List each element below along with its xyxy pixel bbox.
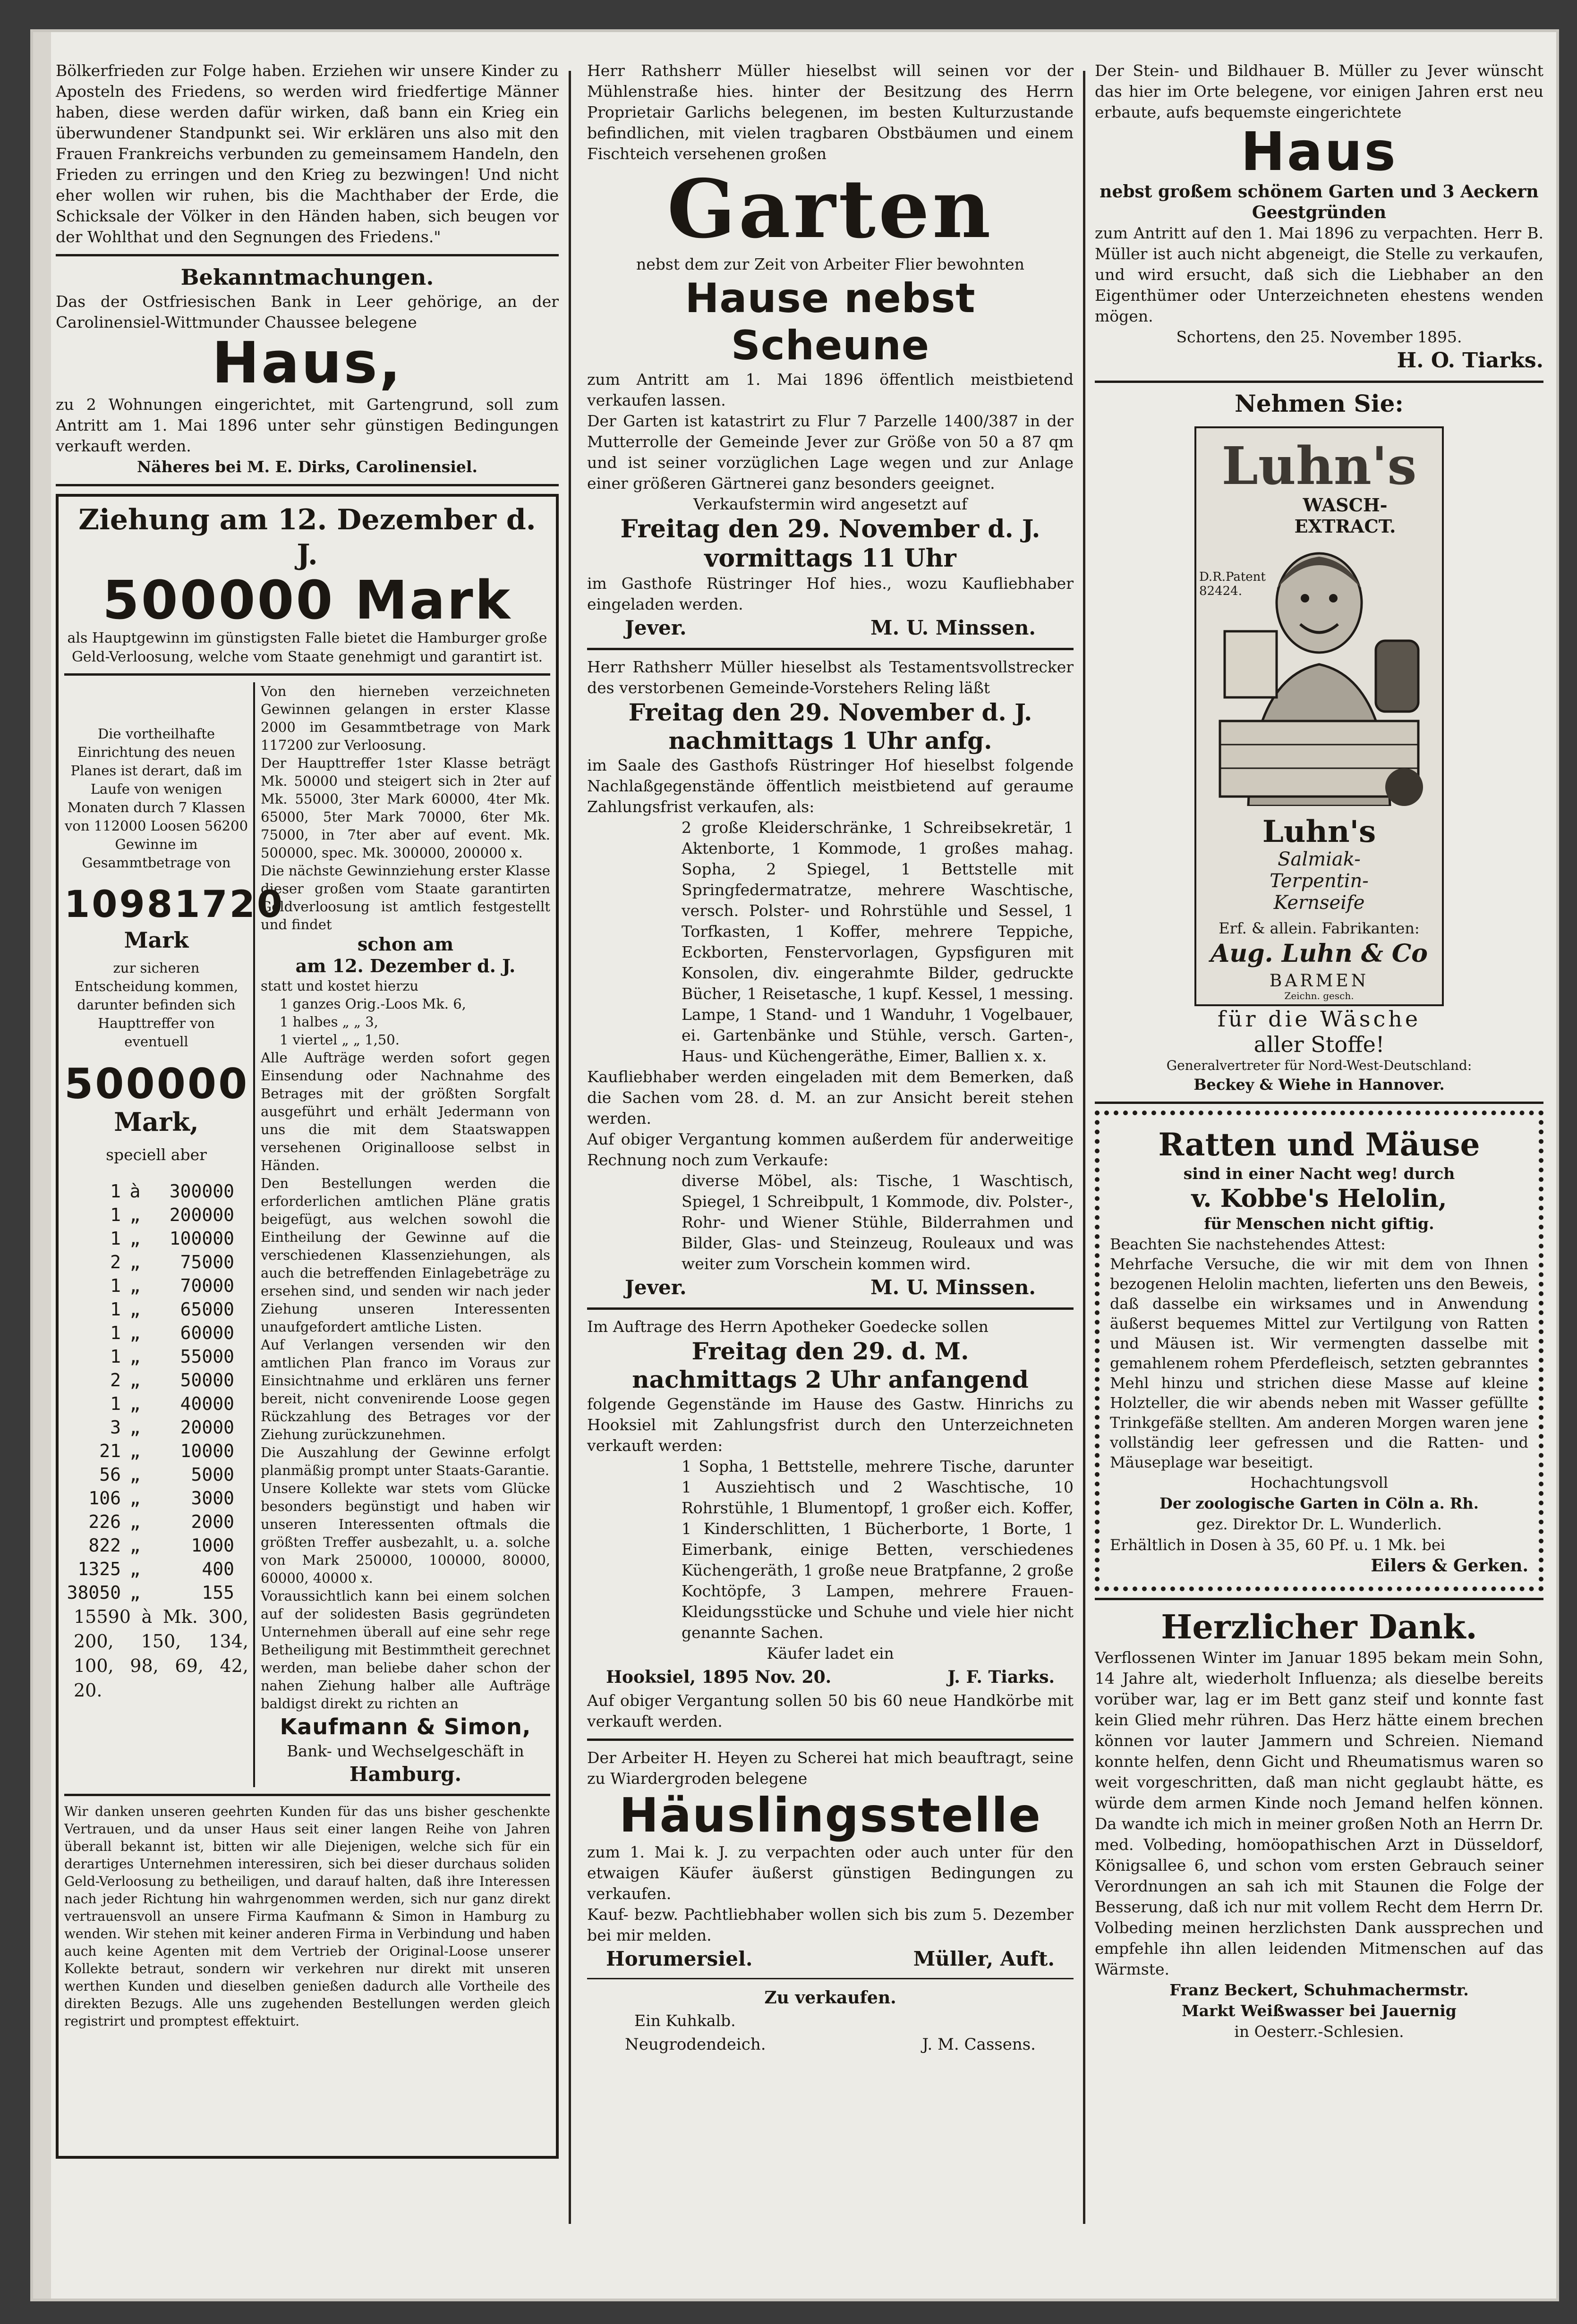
luhn-box-sub1: Salmiak- <box>1278 848 1361 870</box>
prize-count: 1325 <box>77 1559 121 1579</box>
lottery-left-text: Die vortheilhafte Einrichtung des neuen Planes ist derart, daß im Laufe von wenigen Monaten durch 7 Klassen von 112000 Loosen 56200 Gewinne im Gesammtbetrage von <box>64 726 248 871</box>
lottery-right-text6: Auf Verlangen versenden wir den amtlichen Plan franco im Voraus zur Einsichtnahme und erklären uns ferner bereit, nicht convenirende Loose gegen Rückzahlung des Betrages vor der Ziehung zurückzunehmen. <box>261 1337 550 1442</box>
lottery-right-text5: Den Bestellungen werden die erforderlichen amtlichen Pläne gratis beigefügt, aus welchen sowohl die Eintheilung der Gewinne auf die verschiedenen Klassenziehungen, als auch die betreffenden Einlagebeträge zu ersehen sind, und senden wir nach jeder Ziehung unseren Interessenten unaufgefordert amtliche Listen. <box>261 1175 550 1335</box>
nachlass-intro: Herr Rathsherr Müller hieselbst als Testamentsvollstrecker des verstorbenen Gemeinde-Vorstehers Reling läßt <box>587 658 1074 697</box>
luhn-box-label: Luhn's <box>1262 814 1376 849</box>
luhn-headline: Nehmen Sie: <box>1235 390 1404 417</box>
column-rule-1 <box>569 71 571 2224</box>
bekanntmachungen-title: Bekanntmachungen. <box>180 264 434 290</box>
prize-row <box>64 1534 248 1557</box>
prize-amount: 155 <box>202 1582 234 1603</box>
firm-name: Kaufmann & Simon, <box>280 1714 531 1739</box>
haus-text: zu 2 Wohnungen eingerichtet, mit Gartengrund, soll zum Antritt am 1. Mai 1896 unter sehr günstigen Bedingungen verkauft werden. <box>56 395 559 455</box>
prize-row <box>64 1557 248 1581</box>
nachlass-time: nachmittags 1 Uhr anfg. <box>668 727 992 755</box>
prize-count: 3 <box>110 1417 121 1438</box>
ratten-ad <box>1095 1111 1543 1591</box>
lottery-left <box>64 682 285 1787</box>
prize-row <box>64 1510 248 1534</box>
haeusling-intro: Der Arbeiter H. Heyen zu Scherei hat mich beauftragt, seine zu Wiardergroden belegene <box>587 1748 1074 1788</box>
haus2-text: zum Antritt auf den 1. Mai 1896 zu verpachten. Herr B. Müller ist auch nicht abgeneigt, die Stelle zu verkaufen, und wird ersucht, daß sich die Liebhaber an den Eigenthümer oder Unterzeichneten ehestens wenden mögen. <box>1095 224 1543 325</box>
apotheker-note: Auf obiger Vergantung sollen 50 bis 60 neue Handkörbe mit verkauft werden. <box>587 1691 1074 1730</box>
prize-separator: „ <box>129 1417 141 1438</box>
prize-count: 2 <box>110 1252 121 1272</box>
prize-separator: „ <box>129 1464 141 1485</box>
prize-amount: 2000 <box>191 1511 234 1532</box>
schon-am: schon am <box>357 933 454 955</box>
lottery-draw-date: Ziehung am 12. Dezember d. J. <box>78 503 536 571</box>
apotheker-intro: Im Auftrage des Herrn Apotheker Goedecke sollen <box>587 1317 989 1336</box>
lottery-speciell: speciell aber <box>106 1145 207 1164</box>
prize-amount: 20000 <box>180 1417 234 1438</box>
prize-separator: „ <box>129 1441 141 1461</box>
prize-count: 1 <box>110 1323 121 1343</box>
nachlass-date: Freitag den 29. November d. J. <box>628 698 1032 726</box>
divider <box>64 1794 550 1796</box>
luhn-product: WASCH-EXTRACT. <box>1294 494 1396 537</box>
prize-separator: „ <box>129 1299 141 1320</box>
prize-count: 1 <box>110 1204 121 1225</box>
termin-intro: Verkaufstermin wird angesetzt auf <box>693 495 968 513</box>
ratten-org: Der zoologische Garten in Cöln a. Rh. <box>1159 1494 1479 1512</box>
luhn-firm: Aug. Luhn & Co <box>1210 939 1428 968</box>
prize-row <box>64 1227 248 1250</box>
prize-separator: „ <box>129 1393 141 1414</box>
signature-name: M. U. Minssen. <box>870 616 1036 639</box>
apotheker-text: folgende Gegenstände im Hause des Gastw. Hinrichs zu Hooksiel mit Zahlungsfrist durch den Unterzeichneten verkauft werden: <box>587 1395 1074 1455</box>
signature-name: J. F. Tiarks. <box>947 1667 1055 1687</box>
prize-count: 38050 <box>67 1582 121 1603</box>
peace-article-end: Bölkerfrieden zur Folge haben. Erziehen wir unsere Kinder zu Aposteln des Friedens, so werden wird friedfertige Männer haben, diese werden dafür wirken, daß bann ein Krieg ein überwundener Standpunkt sei. Wir erklären uns also mit den Frauen Frankreichs verbunden zu gemeinsamem Handeln, den Frieden zu erringen und den Krieg zu bezwingen! Und nicht eher wollen wir ruhen, bis die Machthaber der Erde, die Schicksale der Völker in den Händen haben, sich beugen vor der Wohlthat und den Segnungen des Friedens." <box>56 61 559 246</box>
prize-separator: à <box>129 1181 141 1202</box>
prize-separator: „ <box>129 1204 141 1225</box>
ratten-director: gez. Direktor Dr. L. Wunderlich. <box>1196 1515 1442 1533</box>
ratten-title: Ratten und Mäuse <box>1158 1126 1480 1163</box>
lottery-amount: 500000 Mark <box>102 570 512 631</box>
divider <box>1095 1598 1543 1600</box>
lottery-right-text2: Der Haupttreffer 1ster Klasse beträgt Mk. 50000 und steigert sich in 2ter auf Mk. 55000, 3ter Mark 60000, 4ter Mk. 65000, 5ter Mark 70000, 6ter Mk. 75000, in 7ter aber auf event. Mk. 500000, spec. Mk. 300000, 200000 x. <box>261 755 550 861</box>
prize-separator: „ <box>129 1252 141 1272</box>
luhn-mark: Zeichn. gesch. <box>1284 990 1354 1001</box>
termin-time: vormittags 11 Uhr <box>704 544 956 573</box>
lottery-top-prize-unit: Mark, <box>114 1107 199 1137</box>
prize-separator: „ <box>129 1275 141 1296</box>
firm-sub: Bank- und Wechselgeschäft in <box>287 1742 524 1760</box>
prize-row <box>64 1463 248 1486</box>
garten-sub-intro: nebst dem zur Zeit von Arbeiter Flier bewohnten <box>636 255 1024 273</box>
price-quarter: 1 viertel „ „ 1,50. <box>280 1032 400 1048</box>
binding-strip <box>33 32 51 2299</box>
prize-amount: 100000 <box>169 1228 234 1249</box>
haus-contact: Näheres bei M. E. Dirks, Carolinensiel. <box>137 458 477 476</box>
luhn-agent: Generalvertreter für Nord-West-Deutschland: <box>1166 1058 1472 1073</box>
signature-name: Müller, Auft. <box>913 1947 1055 1970</box>
washerwoman-figure <box>1206 523 1432 806</box>
prize-row <box>64 1392 248 1416</box>
haus2-intro: Der Stein- und Bildhauer B. Müller zu Jever wünscht das hier im Orte belegene, vor einigen Jahren erst neu erbaute, aufs bequemste eingerichtete <box>1095 61 1543 121</box>
divider <box>587 648 1074 650</box>
signature-place: Neugrodendeich. <box>625 2035 766 2054</box>
bank-house-text: Das der Ostfriesischen Bank in Leer gehörige, an der Carolinensiel-Wittmunder Chaussee belegene <box>56 292 559 331</box>
nachlass-note2: Auf obiger Vergantung kommen außerdem für anderweitige Rechnung noch zum Verkaufe: <box>587 1130 1074 1169</box>
verkaufen-item: Ein Kuhkalb. <box>634 2011 736 2030</box>
prize-count: 1 <box>110 1346 121 1367</box>
prize-amount: 55000 <box>180 1346 234 1367</box>
prize-separator: „ <box>129 1323 141 1343</box>
prize-amount: 50000 <box>180 1370 234 1391</box>
signature-place: Jever. <box>625 616 687 639</box>
haus2-title: Haus <box>1241 121 1398 183</box>
termin-place: im Gasthofe Rüstringer Hof hies., wozu Kaufliebhaber eingeladen werden. <box>587 574 1074 613</box>
luhn-city: BARMEN <box>1269 971 1369 991</box>
prize-separator: „ <box>129 1511 141 1532</box>
lottery-right-text9: Voraussichtlich kann bei einem solchen auf der solidesten Basis gegründeten Unternehmen überall auf eine sehr rege Betheiligung mit Bestimmtheit gerechnet werden, man beliebe daher schon der nahen Ziehung halber alle Aufträge baldigst direkt zu richten an <box>261 1588 550 1712</box>
prize-amount: 10000 <box>180 1441 234 1461</box>
signature-name: M. U. Minssen. <box>870 1276 1036 1299</box>
prize-separator: „ <box>129 1582 141 1603</box>
nachlass-list: 2 große Kleiderschränke, 1 Schreibsekretär, 1 Aktenborte, 1 Kommode, 1 großes mahag. Sopha, 2 Spiegel, 1 Bettstelle mit Springfedermatratze, mehrere Waschtische, versch. Polster- und Rohrstühle und Sessel, 1 Torfkasten, 1 Koffer, mehrere Teppiche, Eckborten, Fenstervorlagen, Gypsfiguren mit Konsolen, div. eingerahmte Bilder, gedruckte Bücher, 1 Reisetasche, 1 kupf. Kessel, 1 messing. Lampe, 1 Stand- und 1 Wanduhr, 1 Vogelbauer, ei. Gartenbänke und Stühle, versch. Garten-, Haus- und Küchengeräthe, Eimer, Ballien x. x. <box>682 818 1074 1065</box>
prize-amount: 40000 <box>180 1393 234 1414</box>
prize-amount: 60000 <box>180 1323 234 1343</box>
prize-separator: „ <box>129 1228 141 1249</box>
ratten-gruss: Hochachtungsvoll <box>1250 1474 1389 1492</box>
termin-date: Freitag den 29. November d. J. <box>620 515 1040 543</box>
prize-row <box>64 1179 248 1203</box>
prize-separator: „ <box>129 1559 141 1579</box>
divider <box>1095 381 1543 383</box>
prize-amount: 75000 <box>180 1252 234 1272</box>
divider <box>587 1978 1074 1979</box>
divider <box>587 1739 1074 1741</box>
ratten-sub: sind in einer Nacht weg! durch <box>1183 1164 1455 1183</box>
haeusling-text: zum 1. Mai k. J. zu verpachten oder auch unter für den etwaigen Käufer äußerst günstigen Bedingungen zu verkaufen. <box>587 1843 1074 1903</box>
column-1 <box>56 60 559 2251</box>
column-3 <box>1095 60 1543 2251</box>
ratten-safe: für Menschen nicht giftig. <box>1204 1214 1434 1233</box>
nachlass-text: im Saale des Gasthofs Rüstringer Hof hieselbst folgende Nachlaßgegenstände öffentlich meistbietend auf geraume Zahlungsfrist verkaufen, als: <box>587 756 1074 816</box>
lottery-right-text1: Von den hierneben verzeichneten Gewinnen gelangen in erster Klasse 2000 im Gesammtbetrage von Mark 117200 zur Verloosung. <box>261 683 550 753</box>
luhn-agent-firm: Beckey & Wiehe in Hannover. <box>1193 1076 1445 1094</box>
prize-count: 21 <box>99 1441 121 1461</box>
prize-separator: „ <box>129 1535 141 1556</box>
lottery-ad <box>56 494 559 2159</box>
garten-text: zum Antritt am 1. Mai 1896 öffentlich meistbietend verkaufen lassen. <box>587 370 1074 409</box>
ratten-attest: Mehrfache Versuche, die wir mit dem von Ihnen bezogenen Helolin machten, lieferten uns den Beweis, daß dasselbe ein wirksames und in Anwendung äußerst bequemes Mittel zur Vertilgung von Ratten und Mäusen ist. Wir vermengten dasselbe mit gemahlenem rohem Pferdefleisch, setzten gebranntes Mehl hinzu und strichen diese Masse auf kleine Holzteller, die wir abends neben mit Wasser gefüllte Trinkgefäße stellten. Am anderen Morgen waren jene vollständig leer gefressen und die Ratten- und Mäuseplage war beseitigt. <box>1110 1255 1528 1471</box>
dank-place-1: Markt Weißwasser bei Jauernig <box>1182 2002 1457 2020</box>
divider <box>56 254 559 256</box>
signature-name: J. M. Cassens. <box>922 2035 1036 2054</box>
prize-count: 1 <box>110 1181 121 1202</box>
prize-row <box>64 1298 248 1321</box>
apotheker-kauf: Käufer ladet ein <box>767 1644 894 1662</box>
signature-3 <box>587 1664 1074 1690</box>
prize-count: 1 <box>110 1228 121 1249</box>
statt-text: statt und kostet hierzu <box>261 978 419 994</box>
lottery-total-unit: Mark <box>124 927 189 953</box>
signature-place: Hooksiel, 1895 Nov. 20. <box>606 1667 832 1687</box>
dank-text: Verflossenen Winter im Januar 1895 bekam mein Sohn, 14 Jahre alt, wiederholt Influenza; als dieselbe bereits vorüber war, lag er im Bett ganz steif und konnte fast kein Glied mehr rühren. Das Herz hätte einem brechen können vor lauter Jammern und Schreien. Niemand konnte helfen, denn Gicht und Rheumatismus waren so weit vorgeschritten, daß man nicht geglaubt hätte, es würde dem armen Kinde noch Jemand helfen können. Da wandte ich mich in meiner großen Noth an Herrn Dr. med. Volbeding, homöopathischen Arzt in Düsseldorf, Königsallee 6, und schon vom ersten Gebrauch seiner Verordnungen an sah ich mit Staunen die Folge der Besserung, daß ich nur mit vollem Recht dem Herrn Dr. Volbeding meinen herzlichsten Dank aussprechen und empfehle ihn allen leidenden Mitmenschen auf das Wärmste. <box>1095 1648 1543 1978</box>
price-half: 1 halbes „ „ 3, <box>280 1014 378 1030</box>
luhn-claim-2: aller Stoffe! <box>1253 1032 1385 1057</box>
prize-count: 56 <box>99 1464 121 1485</box>
prize-amount: 70000 <box>180 1275 234 1296</box>
apotheker-date: Freitag den 29. d. M. <box>691 1337 969 1365</box>
prize-amount: 3000 <box>191 1488 234 1509</box>
garten-intro: Herr Rathsherr Müller hieselbst will seinen vor der Mühlenstraße hies. hinter der Besitzung des Herrn Proprietair Garlichs belegenen, im besten Kulturzustande befindlichen, mit vielen tragbaren Obstbäumen und einem Fischteich versehenen großen <box>587 61 1074 163</box>
lottery-right-text3: Die nächste Gewinnziehung erster Klasse dieser großen vom Staate garantirten Geldverloosung ist amtlich festgestellt und findet <box>261 863 550 933</box>
prize-row <box>64 1203 248 1227</box>
dank-place-2: in Oesterr.-Schlesien. <box>1234 2022 1404 2041</box>
garten-sub: Hause nebst Scheune <box>685 275 976 369</box>
prize-count: 226 <box>88 1511 121 1532</box>
prize-row <box>64 1345 248 1368</box>
garten-title: Garten <box>667 162 994 256</box>
prize-row <box>64 1368 248 1392</box>
price-whole: 1 ganzes Orig.-Loos Mk. 6, <box>280 996 466 1012</box>
lottery-total: 10981720 <box>64 883 285 926</box>
column-rule-2 <box>1083 71 1085 2224</box>
luhn-box-sub2: Terpentin- <box>1270 870 1369 892</box>
divider <box>1095 1102 1543 1104</box>
signature-place: Horumersiel. <box>606 1947 753 1970</box>
garten-text2: Der Garten ist katastrirt zu Flur 7 Parzelle 1400/387 in der Mutterrolle der Gemeinde Jever zur Größe von 50 a 87 qm und ist seiner vorzüglichen Lage wegen und zur Anlage einer größeren Gärtnerei ganz besonders geeignet. <box>587 412 1074 492</box>
prize-separator: „ <box>129 1488 141 1509</box>
divider <box>587 1307 1074 1310</box>
firm-city: Hamburg. <box>349 1763 462 1786</box>
prize-count: 1 <box>110 1393 121 1414</box>
prize-amount: 200000 <box>169 1204 234 1225</box>
prize-separator: „ <box>129 1346 141 1367</box>
prize-amount: 1000 <box>191 1535 234 1556</box>
luhn-ad-illustration <box>1194 426 1444 1006</box>
ratten-product: v. Kobbe's Helolin, <box>1191 1184 1447 1213</box>
luhn-box-sub3: Kernseife <box>1273 892 1365 914</box>
lottery-amount-text: als Hauptgewinn im günstigsten Falle bietet die Hamburger große Geld-Verloosung, welche vom Staate genehmigt und garantirt ist. <box>67 630 547 665</box>
prize-row <box>64 1416 248 1439</box>
haus-title: Haus, <box>212 331 403 396</box>
luhn-claim-1: für die Wäsche <box>1217 1006 1421 1032</box>
prize-list <box>64 1179 248 1604</box>
signature-2 <box>587 1274 1074 1301</box>
ratten-seller: Eilers & Gerken. <box>1371 1556 1528 1576</box>
haeusling-text2: Kauf- bezw. Pachtliebhaber wollen sich bis zum 5. Dezember bei mir melden. <box>587 1905 1074 1944</box>
prize-row <box>64 1250 248 1274</box>
prize-row <box>64 1581 248 1604</box>
dank-signature: Franz Beckert, Schuhmachermstr. <box>1169 1981 1469 1999</box>
prize-tail: 15590 à Mk. 300, 200, 150, 134, 100, 98, 69, 42, 20. <box>74 1606 248 1701</box>
haus2-signature: H. O. Tiarks. <box>1397 348 1543 373</box>
prize-amount: 300000 <box>169 1181 234 1202</box>
prize-row <box>64 1486 248 1510</box>
lottery-columns <box>64 682 550 1787</box>
lottery-thanks: Wir danken unseren geehrten Kunden für das uns bisher geschenkte Vertrauen, und da unser Haus seit einer langen Reihe von Jahren überall bekannt ist, bitten wir alle Diejenigen, welche sich für ein derartiges Unternehmen interessiren, sich bei dieser durchaus soliden Geld-Verloosung zu betheiligen, und darauf halten, daß ihre Interessen nach jeder Richtung hin wahrgenommen werden, sich nur ganz direkt vertrauensvoll an unsere Firma Kaufmann & Simon in Hamburg zu wenden. Wir stehen mit keiner anderen Firma in Verbindung und haben auch keine Agenten mit dem Vertrieb der Original-Loose unserer Kollekte betraut, sondern wir verkehren nur direkt mit unseren werthen Kunden und dieselben genießen dadurch alle Vortheile des direkten Bezugs. Alle uns zugehenden Bestellungen werden gleich registrirt und promptest effektuirt. <box>64 1804 550 2029</box>
signature-5 <box>587 2031 1074 2058</box>
ratten-price: Erhältlich in Dosen à 35, 60 Pf. u. 1 Mk. bei <box>1110 1536 1446 1554</box>
dank-title: Herzlicher Dank. <box>1161 1607 1477 1646</box>
prize-count: 822 <box>88 1535 121 1556</box>
lottery-right-text8: Unsere Kollekte war stets vom Glücke besonders begünstigt und haben wir unseren Interessenten oftmals die größten Treffer ausbezahlt, u. a. solche von Mark 250000, 100000, 80000, 60000, 40000 x. <box>261 1480 550 1586</box>
prize-count: 2 <box>110 1370 121 1391</box>
prize-count: 1 <box>110 1275 121 1296</box>
prize-separator: „ <box>129 1370 141 1391</box>
signature-place: Jever. <box>625 1276 687 1299</box>
prize-amount: 65000 <box>180 1299 234 1320</box>
ratten-attest-intro: Beachten Sie nachstehendes Attest: <box>1110 1235 1386 1253</box>
luhn-patent: D.R.Patent 82424. <box>1199 570 1266 598</box>
prize-row <box>64 1321 248 1345</box>
prize-row <box>64 1439 248 1463</box>
luhn-fab: Erf. & allein. Fabrikanten: <box>1219 919 1420 937</box>
apotheker-time: nachmittags 2 Uhr anfangend <box>632 1366 1029 1393</box>
apotheker-list: 1 Sopha, 1 Bettstelle, mehrere Tische, darunter 1 Ausziehtisch und 2 Waschtische, 10 Rohrstühle, 1 Blumentopf, 1 großer eich. Koffer, 1 Kinderschlitten, 1 Bücherborte, 1 Borte, 1 Eimerbank, einige Betten, verschiedenes Küchengeräth, 1 große neue Bratpfanne, 2 große Kochtöpfe, 3 Lampen, mehrere Frauen-Kleidungsstücke und Schuhe und viele hier nicht genannte Sachen. <box>682 1457 1074 1642</box>
luhn-brand: Luhn's <box>1221 435 1417 496</box>
haus2-date: Schortens, den 25. November 1895. <box>1176 328 1462 346</box>
verkaufen-title: Zu verkaufen. <box>764 1988 896 2008</box>
lottery-right-text7: Die Auszahlung der Gewinne erfolgt planmäßig prompt unter Staats-Garantie. <box>261 1444 550 1478</box>
prize-amount: 400 <box>202 1559 234 1579</box>
prize-count: 1 <box>110 1299 121 1320</box>
prize-amount: 5000 <box>191 1464 234 1485</box>
haus2-sub: nebst großem schönem Garten und 3 Aeckern Geestgründen <box>1100 182 1539 222</box>
lottery-right-text4: Alle Aufträge werden sofort gegen Einsendung oder Nachnahme des Betrages mit der größten Sorgfalt ausgeführt und erhält Jedermann von uns die mit dem Staatswappen versehenen Originalloose selbst in Händen. <box>261 1050 550 1173</box>
signature-1 <box>587 615 1074 641</box>
divider <box>56 484 559 486</box>
prize-count: 106 <box>88 1488 121 1509</box>
nachlass-list2: diverse Möbel, als: Tische, 1 Waschtisch, Spiegel, 1 Schreibpult, 1 Kommode, div. Polster-, Rohr- und Wiener Stühle, Bilderrahmen und Bilder, Glas- und Steinzeug, Rouleaux und was weiter zum Vorschein kommen wird. <box>682 1171 1074 1273</box>
schon-date: am 12. Dezember d. J. <box>295 955 516 976</box>
signature-4 <box>587 1946 1074 1972</box>
nachlass-note: Kaufliebhaber werden eingeladen mit dem Bemerken, daß die Sachen vom 28. d. M. an zur Ansicht bereit stehen werden. <box>587 1068 1074 1128</box>
lottery-right <box>261 682 550 1787</box>
lottery-left-text2: zur sicheren Entscheidung kommen, darunter befinden sich Haupttreffer von eventuell <box>74 960 239 1050</box>
prize-row <box>64 1274 248 1298</box>
column-2 <box>587 60 1074 2251</box>
divider <box>64 673 550 676</box>
lottery-top-prize: 500000 <box>64 1060 249 1108</box>
haeusling-title: Häuslingsstelle <box>619 1788 1042 1843</box>
